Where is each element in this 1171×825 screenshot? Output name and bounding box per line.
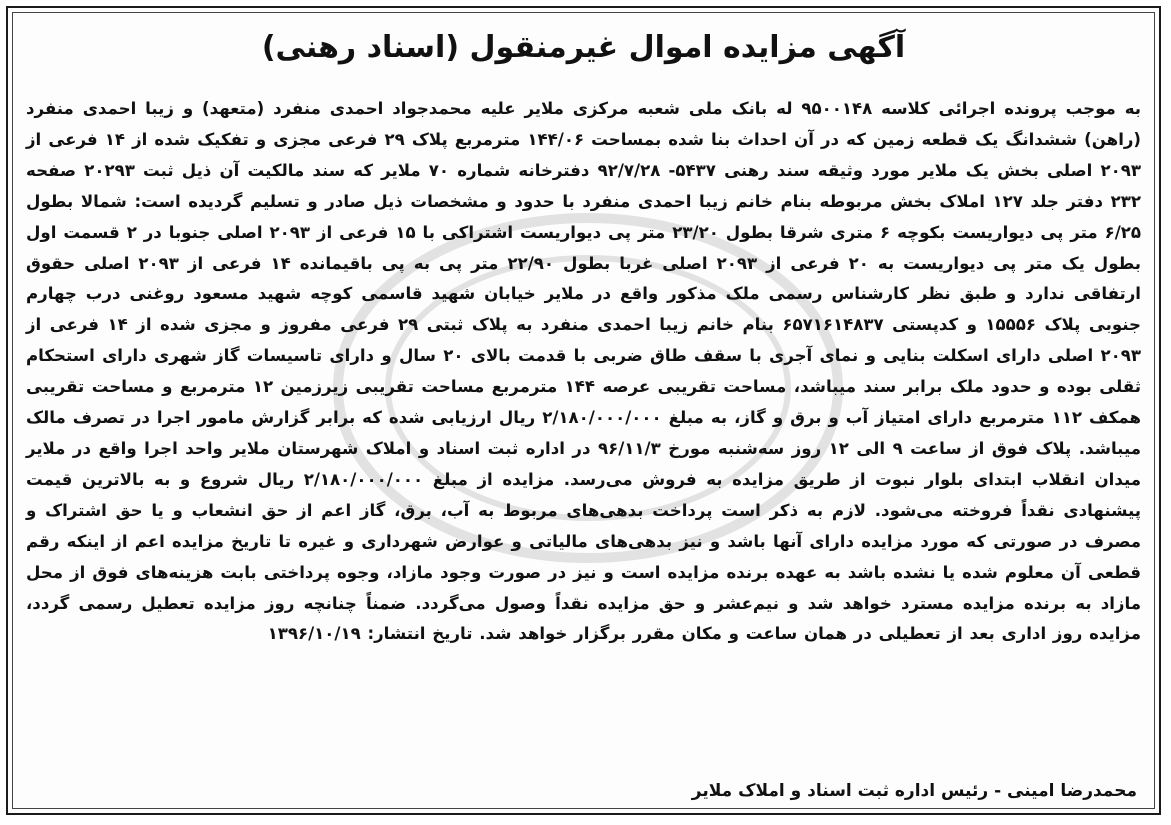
notice-title: آگهی مزایده اموال غیرمنقول (اسناد رهنی) <box>261 30 906 65</box>
notice-frame <box>6 6 1161 815</box>
notice-body: به موجب پرونده اجرائی کلاسه ۹۵۰۰۱۴۸ له بانک ملی شعبه مرکزی ملایر علیه محمدجواد احمدی منفرد (متعهد) و زیبا احمدی منفرد (راهن) ششدانگ یک قطعه زمین که در آن احداث بنا شده بمساحت ۱۴۴/۰۶ مترمربع پلاک ۲۹ فرعی مجزی و تفکیک شده از ۱۴ فرعی از ۲۰۹۳ اصلی بخش یک ملایر مورد وثیقه سند رهنی ۵۴۳۷- ۹۲/۷/۲۸ دفترخانه شماره ۷۰ ملایر که سند مالکیت آن ذیل ثبت ۲۰۲۹۳ صفحه ۲۳۲ دفتر جلد ۱۲۷ املاک بخش مربوطه بنام خانم زیبا احمدی منفرد با حدود و مشخصات ذیل صادر و تسلیم گردیده است: شمالا بطول ۶/۲۵ متر پی دیواریست بکوچه ۶ متری شرقا بطول ۲۳/۲۰ متر پی دیواریست اشتراکی با ۱۵ فرعی از ۲۰۹۳ اصلی جنوبا در ۲ قسمت اول بطول یک متر پی دیواریست به ۲۰ فرعی از ۲۰۹۳ اصلی غربا بطول ۲۲/۹۰ متر پی به پی باقیمانده ۱۴ فرعی از ۲۰۹۳ اصلی حقوق ارتفاقی ندارد و طبق نظر کارشناس رسمی ملک مذکور واقع در ملایر خیابان شهید قاسمی کوچه شهید مسعود روغنی درب چهارم جنوبی پلاک ۱۵۵۵۶ و کدپستی ۶۵۷۱۶۱۴۸۳۷ بنام خانم زیبا احمدی منفرد به پلاک ثبتی ۲۹ فرعی مفروز و مجزی شده از ۱۴ فرعی از ۲۰۹۳ اصلی دارای اسکلت بنایی و نمای آجری با سقف طاق ضربی با قدمت بالای ۲۰ سال و دارای تاسیسات گاز شهری دارای استحکام ثقلی بوده و حدود ملک برابر سند میباشد، مساحت تقریبی عرصه ۱۴۴ مترمربع مساحت تقریبی زیرزمین ۱۲ مترمربع و مساحت تقریبی همکف ۱۱۲ مترمربع دارای امتیاز آب و برق و گاز، به مبلغ ۲/۱۸۰/۰۰۰/۰۰۰ ریال ارزیابی شده که برابر گزارش مامور اجرا در تصرف مالک میباشد. پلاک فوق از ساعت ۹ الی ۱۲ روز سه‌شنبه مورخ ۹۶/۱۱/۳ در اداره ثبت اسناد و املاک شهرستان ملایر واحد اجرا واقع در ملایر میدان انقلاب ابتدای بلوار نبوت از طریق مزایده به فروش می‌رسد. مزایده از مبلغ ۲/۱۸۰/۰۰۰/۰۰۰ ریال شروع و به بالاترین قیمت پیشنهادی نقداً فروخته می‌شود. لازم به ذکر است پرداخت بدهی‌های مربوط به آب، برق، گاز اعم از حق انشعاب و یا حق اشتراک و مصرف در صورتی که مورد مزایده دارای آنها باشد و نیز بدهی‌های مالیاتی و عوارض شهرداری و غیره تا تاریخ مزایده اعم از اینکه رقم قطعی آن معلوم شده یا نشده باشد به عهده برنده مزایده است و نیز در صورت وجود مازاد، وجوه پرداختی بابت هزینه‌های فوق از محل مازاد به برنده مزایده مسترد خواهد شد و نیم‌عشر و حق مزایده نقداً وصول می‌گردد. ضمناً چنانچه روز مزایده تعطیل رسمی گردد، مزایده روز اداری بعد از تعطیلی در همان ساعت و مکان مقرر برگزار خواهد شد. تاریخ انتشار: ۱۳۹۶/۱۰/۱۹ <box>26 99 1142 644</box>
notice-signature: محمدرضا امینی - رئیس اداره ثبت اسناد و املاک ملایر <box>691 781 1137 801</box>
